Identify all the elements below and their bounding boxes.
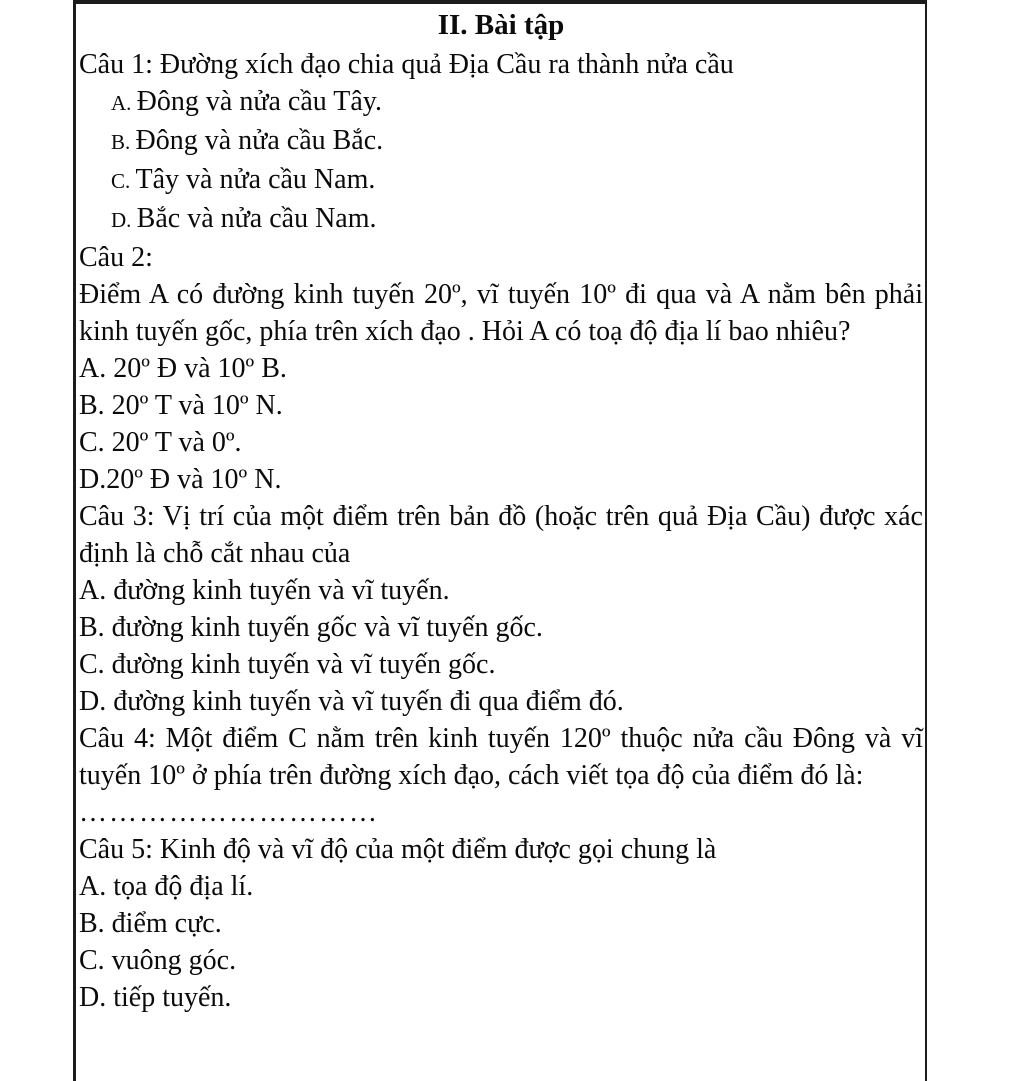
worksheet-page bbox=[73, 0, 927, 1081]
question-5-option-d: D. tiếp tuyến. bbox=[79, 982, 232, 1013]
question-2-body: Điểm A có đường kinh tuyến 20º, vĩ tuyến 10º đi qua và A nằm bên phải kinh tuyến gốc, phía trên xích đạo . Hỏi A có toạ độ địa lí bao nhiêu? bbox=[79, 279, 923, 347]
option-marker: B. bbox=[111, 130, 131, 154]
question-1-text: Đường xích đạo chia quả Địa Cầu ra thành nửa cầu bbox=[159, 49, 734, 80]
question-2-label: Câu 2: bbox=[79, 242, 153, 273]
dotted-answer-line: ………………………… bbox=[79, 797, 379, 828]
question-5 bbox=[79, 831, 923, 1016]
question-5-option-a: A. tọa độ địa lí. bbox=[79, 871, 254, 902]
question-5-text: Kinh độ và vĩ độ của một điểm được gọi chung là bbox=[159, 834, 717, 865]
option-text: Đông và nửa cầu Bắc. bbox=[135, 125, 384, 156]
question-1-option-b bbox=[79, 122, 923, 161]
option-marker: D. bbox=[111, 208, 132, 232]
option-marker: A. bbox=[111, 91, 132, 115]
question-4-stem bbox=[79, 720, 923, 794]
question-3-label: Câu 3: bbox=[79, 501, 155, 532]
question-4 bbox=[79, 720, 923, 831]
option-text: Bắc và nửa cầu Nam. bbox=[136, 203, 377, 234]
question-2-option-c: C. 20º T và 0º. bbox=[79, 427, 242, 458]
question-3-text: Vị trí của một điểm trên bản đồ (hoặc trên quả Địa Cầu) được xác định là chỗ cắt nhau của bbox=[79, 501, 923, 569]
question-2-option-d: D.20º Đ và 10º N. bbox=[79, 464, 282, 495]
question-2-option-b: B. 20º T và 10º N. bbox=[79, 390, 283, 421]
question-4-label: Câu 4: bbox=[79, 723, 156, 754]
question-3 bbox=[79, 498, 923, 720]
question-5-option-b: B. điểm cực. bbox=[79, 908, 222, 939]
question-4-text: Một điểm C nằm trên kinh tuyến 120º thuộc nửa cầu Đông và vĩ tuyến 10º ở phía trên đường xích đạo, cách viết tọa độ của điểm đó là: bbox=[79, 723, 924, 791]
section-title: II. Bài tập bbox=[437, 9, 565, 41]
question-1 bbox=[79, 46, 923, 239]
question-5-stem bbox=[79, 831, 923, 868]
question-3-option-a: A. đường kinh tuyến và vĩ tuyến. bbox=[79, 575, 450, 606]
question-1-stem bbox=[79, 46, 923, 83]
option-text: Tây và nửa cầu Nam. bbox=[135, 164, 376, 195]
question-1-label: Câu 1: bbox=[79, 49, 153, 80]
question-1-option-c bbox=[79, 161, 923, 200]
question-1-option-a bbox=[79, 83, 923, 122]
question-5-option-c: C. vuông góc. bbox=[79, 945, 237, 976]
option-marker: C. bbox=[111, 169, 131, 193]
option-text: Đông và nửa cầu Tây. bbox=[136, 86, 382, 117]
question-3-option-d: D. đường kinh tuyến và vĩ tuyến đi qua điểm đó. bbox=[79, 686, 624, 717]
question-2-option-a: A. 20º Đ và 10º B. bbox=[79, 353, 287, 384]
question-2 bbox=[79, 239, 923, 498]
question-3-option-c: C. đường kinh tuyến và vĩ tuyến gốc. bbox=[79, 649, 496, 680]
question-1-option-d bbox=[79, 200, 923, 239]
question-3-option-b: B. đường kinh tuyến gốc và vĩ tuyến gốc. bbox=[79, 612, 543, 643]
question-3-stem bbox=[79, 498, 923, 572]
question-5-label: Câu 5: bbox=[79, 834, 153, 865]
